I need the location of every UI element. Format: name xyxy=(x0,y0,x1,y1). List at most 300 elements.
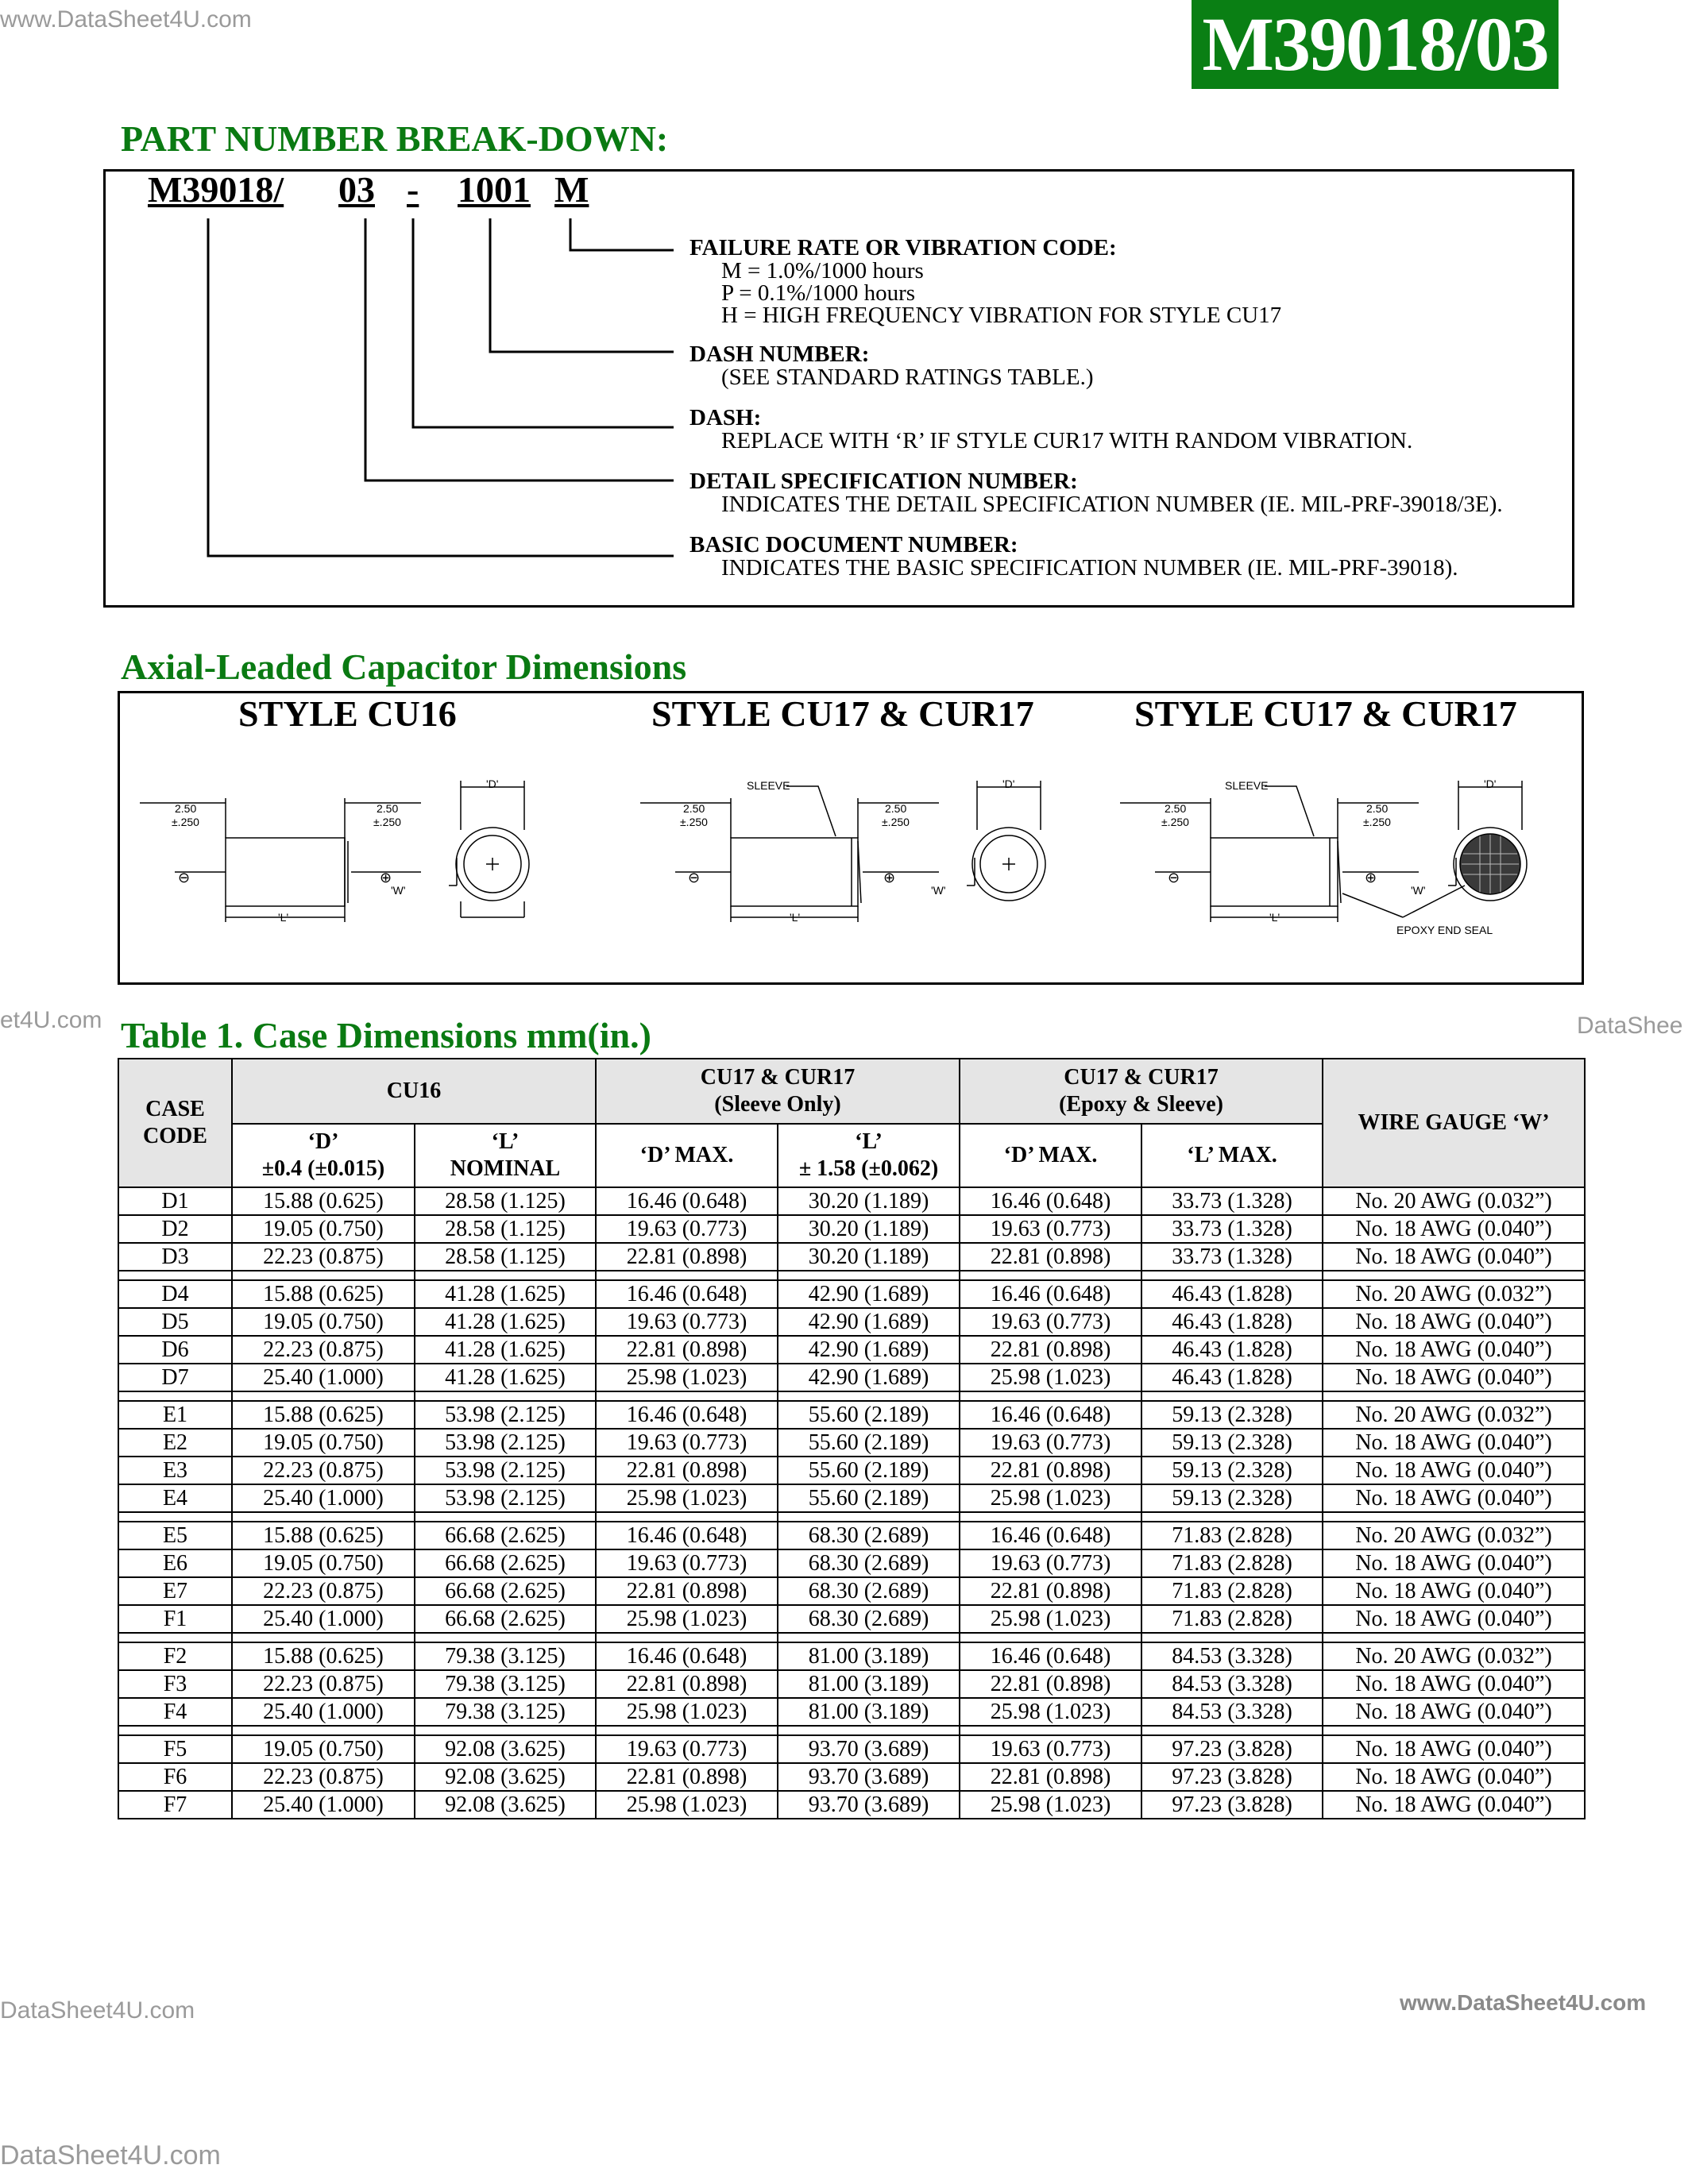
table-cell: 30.20 (1.189) xyxy=(778,1215,960,1243)
table-cell: 25.98 (1.023) xyxy=(596,1791,778,1819)
case-code-cell: F6 xyxy=(118,1763,232,1791)
table-cell: 22.23 (0.875) xyxy=(232,1243,415,1271)
header-text: ‘D’ MAX. xyxy=(639,1143,734,1167)
table-cell: 25.98 (1.023) xyxy=(960,1364,1141,1391)
table-cell: 59.13 (2.328) xyxy=(1141,1401,1323,1429)
case-code-cell: F7 xyxy=(118,1791,232,1819)
drawing-cu16 xyxy=(127,774,540,945)
item-heading: DASH NUMBER: xyxy=(689,341,870,367)
separator-cell xyxy=(118,1391,232,1401)
header-text: ±0.4 (±0.015) xyxy=(261,1156,385,1181)
table-cell: 22.23 (0.875) xyxy=(232,1670,415,1698)
table-cell: 25.40 (1.000) xyxy=(232,1484,415,1512)
code-detail: 03 xyxy=(338,169,375,210)
dim-d-label: 'D' xyxy=(486,778,499,790)
separator-cell xyxy=(960,1271,1141,1280)
drawing-cu17-epoxy-lines xyxy=(1109,774,1538,945)
table-cell: 19.05 (0.750) xyxy=(232,1215,415,1243)
sleeve-label: SLEEVE xyxy=(1225,779,1269,792)
table-cell: 53.98 (2.125) xyxy=(415,1457,596,1484)
watermark-bottom-right: www.DataSheet4U.com xyxy=(1400,1990,1647,2015)
header-text: CU17 & CUR17 xyxy=(1064,1065,1219,1090)
table-cell: 16.46 (0.648) xyxy=(596,1280,778,1308)
separator-cell xyxy=(232,1512,415,1522)
table-cell: 41.28 (1.625) xyxy=(415,1364,596,1391)
table-cell: 25.40 (1.000) xyxy=(232,1791,415,1819)
table-row xyxy=(118,1364,1585,1391)
table-cell: 92.08 (3.625) xyxy=(415,1763,596,1791)
table-cell: 42.90 (1.689) xyxy=(778,1308,960,1336)
header-text: ‘D’ MAX. xyxy=(1003,1143,1098,1167)
header-cu16-d xyxy=(232,1124,415,1187)
capacitor-body xyxy=(1211,838,1338,906)
plus-icon: ⊕ xyxy=(1365,870,1377,886)
code-failure-rate: M xyxy=(554,169,589,210)
item-line: H = HIGH FREQUENCY VIBRATION FOR STYLE CU17 xyxy=(721,303,1282,328)
table-cell: 22.81 (0.898) xyxy=(596,1336,778,1364)
code-dash-number: 1001 xyxy=(458,169,531,210)
table-row xyxy=(118,1549,1585,1577)
separator-cell xyxy=(1141,1271,1323,1280)
separator-cell xyxy=(1141,1512,1323,1522)
table-cell: 16.46 (0.648) xyxy=(596,1642,778,1670)
table-cell: 93.70 (3.689) xyxy=(778,1791,960,1819)
header-epoxy-l-max xyxy=(1141,1124,1323,1187)
table-cell: 25.98 (1.023) xyxy=(960,1791,1141,1819)
table-row xyxy=(118,1642,1585,1670)
table-cell: 30.20 (1.189) xyxy=(778,1243,960,1271)
separator-cell xyxy=(596,1271,778,1280)
case-code-cell: D5 xyxy=(118,1308,232,1336)
header-wire-gauge xyxy=(1323,1059,1585,1187)
code-dash: - xyxy=(407,169,419,210)
case-code-cell: E1 xyxy=(118,1401,232,1429)
table-cell: 16.46 (0.648) xyxy=(960,1280,1141,1308)
table-row xyxy=(118,1791,1585,1819)
drawing-cu17-sleeve xyxy=(628,774,1056,945)
plus-icon: ⊕ xyxy=(380,870,392,886)
table-cell: 97.23 (3.828) xyxy=(1141,1735,1323,1763)
separator-cell xyxy=(778,1512,960,1522)
table-cell: No. 20 AWG (0.032”) xyxy=(1323,1187,1585,1215)
table-cell: No. 18 AWG (0.040”) xyxy=(1323,1336,1585,1364)
lead-tol-left: ±.250 xyxy=(172,816,199,828)
lead-dim-right: 2.50 xyxy=(377,802,399,815)
table-cell: 22.81 (0.898) xyxy=(960,1763,1141,1791)
capacitor-body xyxy=(731,838,858,906)
table-cell: 81.00 (3.189) xyxy=(778,1670,960,1698)
case-code-cell: E6 xyxy=(118,1549,232,1577)
header-text: WIRE GAUGE ‘W’ xyxy=(1358,1110,1550,1135)
table-cell: 46.43 (1.828) xyxy=(1141,1280,1323,1308)
drawing-cu16-lines xyxy=(127,774,540,945)
table-cell: 79.38 (3.125) xyxy=(415,1670,596,1698)
table-cell: 41.28 (1.625) xyxy=(415,1308,596,1336)
dim-w-label: 'W' xyxy=(1411,884,1426,897)
table-cell: 59.13 (2.328) xyxy=(1141,1457,1323,1484)
table-cell: No. 18 AWG (0.040”) xyxy=(1323,1698,1585,1726)
table-cell: 66.68 (2.625) xyxy=(415,1577,596,1605)
table-cell: No. 18 AWG (0.040”) xyxy=(1323,1735,1585,1763)
leader-detail-spec xyxy=(365,218,674,480)
group-separator xyxy=(118,1512,1585,1522)
item-detail-spec xyxy=(689,470,1503,515)
header-text: CODE xyxy=(143,1124,207,1148)
case-code-cell: D3 xyxy=(118,1243,232,1271)
table-cell: 15.88 (0.625) xyxy=(232,1642,415,1670)
table-row xyxy=(118,1215,1585,1243)
group-separator xyxy=(118,1726,1585,1735)
separator-cell xyxy=(960,1726,1141,1735)
capacitor-body xyxy=(226,838,345,906)
separator-cell xyxy=(778,1391,960,1401)
separator-cell xyxy=(596,1633,778,1642)
table-cell: 68.30 (2.689) xyxy=(778,1522,960,1549)
table-cell: 33.73 (1.328) xyxy=(1141,1215,1323,1243)
table-row xyxy=(118,1735,1585,1763)
table-cell: 19.05 (0.750) xyxy=(232,1549,415,1577)
table-cell: No. 18 AWG (0.040”) xyxy=(1323,1605,1585,1633)
table-row xyxy=(118,1605,1585,1633)
table-cell: 71.83 (2.828) xyxy=(1141,1549,1323,1577)
item-heading: FAILURE RATE OR VIBRATION CODE: xyxy=(689,235,1117,260)
table-body xyxy=(118,1187,1585,1819)
item-line: P = 0.1%/1000 hours xyxy=(721,280,916,306)
dimensions-heading: Axial-Leaded Capacitor Dimensions xyxy=(121,646,687,687)
lead-tol-right: ±.250 xyxy=(882,816,910,828)
table-cell: 19.63 (0.773) xyxy=(960,1215,1141,1243)
style-cu16-title: STYLE CU16 xyxy=(238,693,457,734)
table-cell: 41.28 (1.625) xyxy=(415,1280,596,1308)
case-code-cell: E7 xyxy=(118,1577,232,1605)
drawing-cu17-epoxy xyxy=(1109,774,1538,945)
table-cell: 19.05 (0.750) xyxy=(232,1429,415,1457)
table-cell: 71.83 (2.828) xyxy=(1141,1577,1323,1605)
table-cell: 55.60 (2.189) xyxy=(778,1484,960,1512)
table-cell: No. 20 AWG (0.032”) xyxy=(1323,1401,1585,1429)
table-row xyxy=(118,1280,1585,1308)
table-cell: 84.53 (3.328) xyxy=(1141,1642,1323,1670)
table-cell: 19.05 (0.750) xyxy=(232,1735,415,1763)
case-dimensions-table xyxy=(118,1058,1586,1819)
separator-cell xyxy=(415,1271,596,1280)
table-cell: 19.63 (0.773) xyxy=(596,1429,778,1457)
table-cell: 22.81 (0.898) xyxy=(596,1577,778,1605)
separator-cell xyxy=(415,1633,596,1642)
case-code-cell: F4 xyxy=(118,1698,232,1726)
table-cell: No. 18 AWG (0.040”) xyxy=(1323,1577,1585,1605)
table-cell: 19.63 (0.773) xyxy=(596,1549,778,1577)
table-cell: 68.30 (2.689) xyxy=(778,1605,960,1633)
lead-tol-right: ±.250 xyxy=(1363,816,1391,828)
separator-cell xyxy=(118,1271,232,1280)
table-row xyxy=(118,1457,1585,1484)
header-text: CU16 xyxy=(386,1078,442,1103)
lead-tol-left: ±.250 xyxy=(680,816,708,828)
table-cell: No. 20 AWG (0.032”) xyxy=(1323,1522,1585,1549)
separator-cell xyxy=(232,1726,415,1735)
dim-l-label: 'L' xyxy=(790,911,801,924)
table-row xyxy=(118,1763,1585,1791)
table-cell: 19.63 (0.773) xyxy=(960,1735,1141,1763)
separator-cell xyxy=(778,1633,960,1642)
item-line: REPLACE WITH ‘R’ IF STYLE CUR17 WITH RANDOM VIBRATION. xyxy=(721,428,1413,453)
table-cell: No. 18 AWG (0.040”) xyxy=(1323,1364,1585,1391)
table-cell: 22.81 (0.898) xyxy=(960,1243,1141,1271)
table-cell: 22.81 (0.898) xyxy=(596,1670,778,1698)
item-failure-rate xyxy=(689,237,1281,326)
item-heading: BASIC DOCUMENT NUMBER: xyxy=(689,532,1018,558)
table-cell: 25.98 (1.023) xyxy=(960,1605,1141,1633)
case-code-cell: E4 xyxy=(118,1484,232,1512)
separator-cell xyxy=(1323,1633,1585,1642)
lead-dim-left: 2.50 xyxy=(683,802,705,815)
table-cell: 66.68 (2.625) xyxy=(415,1605,596,1633)
separator-cell xyxy=(118,1726,232,1735)
table-cell: 22.23 (0.875) xyxy=(232,1457,415,1484)
dim-l-label: 'L' xyxy=(1269,911,1280,924)
table-cell: No. 18 AWG (0.040”) xyxy=(1323,1243,1585,1271)
table-cell: 16.46 (0.648) xyxy=(960,1187,1141,1215)
case-code-cell: E2 xyxy=(118,1429,232,1457)
table-cell: 16.46 (0.648) xyxy=(960,1401,1141,1429)
table-cell: 92.08 (3.625) xyxy=(415,1735,596,1763)
lead-tol-right: ±.250 xyxy=(373,816,401,828)
table-row xyxy=(118,1308,1585,1336)
leader-basic-doc xyxy=(208,218,674,556)
table-cell: 22.23 (0.875) xyxy=(232,1577,415,1605)
table-cell: No. 18 AWG (0.040”) xyxy=(1323,1763,1585,1791)
header-text: CU17 & CUR17 xyxy=(700,1065,856,1090)
header-epoxy-sleeve xyxy=(960,1059,1323,1124)
header-text: CASE xyxy=(145,1097,205,1121)
lead-dim-right: 2.50 xyxy=(885,802,907,815)
table-cell: 16.46 (0.648) xyxy=(596,1401,778,1429)
table-cell: 28.58 (1.125) xyxy=(415,1243,596,1271)
table-row xyxy=(118,1243,1585,1271)
table-cell: 16.46 (0.648) xyxy=(596,1187,778,1215)
lead-dim-left: 2.50 xyxy=(175,802,197,815)
table-cell: 41.28 (1.625) xyxy=(415,1336,596,1364)
table-cell: 66.68 (2.625) xyxy=(415,1522,596,1549)
table-cell: 79.38 (3.125) xyxy=(415,1642,596,1670)
table-cell: 46.43 (1.828) xyxy=(1141,1308,1323,1336)
item-line: INDICATES THE DETAIL SPECIFICATION NUMBER (IE. MIL-PRF-39018/3E). xyxy=(721,492,1503,517)
separator-cell xyxy=(1141,1391,1323,1401)
separator-cell xyxy=(118,1633,232,1642)
lead-tol-left: ±.250 xyxy=(1161,816,1189,828)
table-cell: 68.30 (2.689) xyxy=(778,1577,960,1605)
table-cell: 25.98 (1.023) xyxy=(596,1605,778,1633)
sleeve-label: SLEEVE xyxy=(747,779,790,792)
table-cell: 93.70 (3.689) xyxy=(778,1735,960,1763)
watermark-bottom-left: DataSheet4U.com xyxy=(0,1997,195,2024)
separator-cell xyxy=(596,1512,778,1522)
table-cell: 33.73 (1.328) xyxy=(1141,1187,1323,1215)
table-cell: 53.98 (2.125) xyxy=(415,1484,596,1512)
table-cell: 53.98 (2.125) xyxy=(415,1401,596,1429)
header-cu16-l xyxy=(415,1124,596,1187)
table-row xyxy=(118,1429,1585,1457)
case-code-cell: D4 xyxy=(118,1280,232,1308)
watermark-top-left: www.DataSheet4U.com xyxy=(0,6,252,33)
separator-cell xyxy=(1141,1633,1323,1642)
table-row xyxy=(118,1522,1585,1549)
case-code-cell: D1 xyxy=(118,1187,232,1215)
table-cell: 16.46 (0.648) xyxy=(960,1642,1141,1670)
table-cell: 71.83 (2.828) xyxy=(1141,1605,1323,1633)
dim-d-label: 'D' xyxy=(1002,778,1015,790)
table-cell: 97.23 (3.828) xyxy=(1141,1763,1323,1791)
item-dash-number xyxy=(689,343,1094,388)
dim-w-label: 'W' xyxy=(391,884,406,897)
item-line: M = 1.0%/1000 hours xyxy=(721,258,924,284)
header-case-code xyxy=(118,1059,232,1187)
epoxy-end-seal-label: EPOXY END SEAL xyxy=(1396,924,1493,936)
table-cell: 19.63 (0.773) xyxy=(596,1735,778,1763)
table-cell: 15.88 (0.625) xyxy=(232,1187,415,1215)
table-cell: 42.90 (1.689) xyxy=(778,1280,960,1308)
table-cell: 81.00 (3.189) xyxy=(778,1698,960,1726)
separator-cell xyxy=(415,1726,596,1735)
table-cell: No. 18 AWG (0.040”) xyxy=(1323,1791,1585,1819)
table-cell: 42.90 (1.689) xyxy=(778,1364,960,1391)
group-separator xyxy=(118,1271,1585,1280)
table-cell: 19.63 (0.773) xyxy=(960,1549,1141,1577)
separator-cell xyxy=(596,1391,778,1401)
table-cell: 22.81 (0.898) xyxy=(596,1457,778,1484)
item-line: (SEE STANDARD RATINGS TABLE.) xyxy=(721,365,1094,390)
case-code-cell: D6 xyxy=(118,1336,232,1364)
case-code-cell: F5 xyxy=(118,1735,232,1763)
table-cell: 92.08 (3.625) xyxy=(415,1791,596,1819)
table-cell: 33.73 (1.328) xyxy=(1141,1243,1323,1271)
minus-icon: ⊖ xyxy=(688,870,701,886)
item-heading: DASH: xyxy=(689,405,762,430)
table-cell: 19.63 (0.773) xyxy=(596,1308,778,1336)
table-row xyxy=(118,1577,1585,1605)
table-cell: 79.38 (3.125) xyxy=(415,1698,596,1726)
case-code-cell: E3 xyxy=(118,1457,232,1484)
table-cell: 19.63 (0.773) xyxy=(960,1429,1141,1457)
table-cell: 42.90 (1.689) xyxy=(778,1336,960,1364)
drawing-cu17-sleeve-lines xyxy=(628,774,1056,945)
table-cell: 55.60 (2.189) xyxy=(778,1457,960,1484)
separator-cell xyxy=(232,1391,415,1401)
table-cell: No. 18 AWG (0.040”) xyxy=(1323,1308,1585,1336)
case-code-cell: D7 xyxy=(118,1364,232,1391)
table-cell: 66.68 (2.625) xyxy=(415,1549,596,1577)
separator-cell xyxy=(960,1391,1141,1401)
table-cell: No. 20 AWG (0.032”) xyxy=(1323,1280,1585,1308)
header-epoxy-d-max xyxy=(960,1124,1141,1187)
case-code-cell: F1 xyxy=(118,1605,232,1633)
style-cu17-epoxy-title: STYLE CU17 & CUR17 xyxy=(1134,693,1517,734)
table-cell: 15.88 (0.625) xyxy=(232,1401,415,1429)
group-separator xyxy=(118,1633,1585,1642)
table-row xyxy=(118,1698,1585,1726)
table-cell: No. 20 AWG (0.032”) xyxy=(1323,1642,1585,1670)
dim-w-label: 'W' xyxy=(931,884,946,897)
separator-cell xyxy=(415,1512,596,1522)
table-row xyxy=(118,1484,1585,1512)
header-text: (Epoxy & Sleeve) xyxy=(1059,1092,1223,1117)
header-sleeve-only xyxy=(596,1059,960,1124)
item-line: INDICATES THE BASIC SPECIFICATION NUMBER (IE. MIL-PRF-39018). xyxy=(721,555,1458,581)
table-cell: 16.46 (0.648) xyxy=(960,1522,1141,1549)
table-cell: 22.23 (0.875) xyxy=(232,1336,415,1364)
header-text: ± 1.58 (±0.062) xyxy=(798,1156,939,1181)
table-cell: 84.53 (3.328) xyxy=(1141,1698,1323,1726)
page-title: M39018/03 xyxy=(1192,0,1559,89)
separator-cell xyxy=(232,1633,415,1642)
table-cell: 15.88 (0.625) xyxy=(232,1280,415,1308)
table-cell: 93.70 (3.689) xyxy=(778,1763,960,1791)
watermark-mid-right: DataShee xyxy=(1577,1013,1683,1039)
header-text: ‘L’ MAX. xyxy=(1187,1143,1277,1167)
table-cell: 25.40 (1.000) xyxy=(232,1364,415,1391)
leader-failure-rate xyxy=(570,218,674,250)
part-number-heading: PART NUMBER BREAK-DOWN: xyxy=(121,118,669,159)
table-cell: 25.40 (1.000) xyxy=(232,1698,415,1726)
separator-cell xyxy=(1323,1391,1585,1401)
table-cell: 71.83 (2.828) xyxy=(1141,1522,1323,1549)
header-text: ‘L’ xyxy=(855,1129,883,1154)
table-row xyxy=(118,1336,1585,1364)
separator-cell xyxy=(960,1633,1141,1642)
table-cell: 84.53 (3.328) xyxy=(1141,1670,1323,1698)
group-separator xyxy=(118,1391,1585,1401)
watermark-mid-left: et4U.com xyxy=(0,1007,102,1033)
separator-cell xyxy=(1323,1726,1585,1735)
table-cell: 15.88 (0.625) xyxy=(232,1522,415,1549)
separator-cell xyxy=(596,1726,778,1735)
table-cell: No. 18 AWG (0.040”) xyxy=(1323,1549,1585,1577)
minus-icon: ⊖ xyxy=(178,870,191,886)
table-row xyxy=(118,1670,1585,1698)
table-cell: 46.43 (1.828) xyxy=(1141,1336,1323,1364)
table-cell: 25.40 (1.000) xyxy=(232,1605,415,1633)
table-cell: 22.81 (0.898) xyxy=(960,1670,1141,1698)
table-cell: 28.58 (1.125) xyxy=(415,1187,596,1215)
case-code-cell: D2 xyxy=(118,1215,232,1243)
header-text: NOMINAL xyxy=(450,1156,561,1181)
leader-dash-number xyxy=(490,218,674,352)
table-cell: 25.98 (1.023) xyxy=(596,1364,778,1391)
table-cell: 22.81 (0.898) xyxy=(960,1336,1141,1364)
separator-cell xyxy=(1323,1512,1585,1522)
item-basic-doc xyxy=(689,534,1458,579)
item-heading: DETAIL SPECIFICATION NUMBER: xyxy=(689,469,1078,494)
table-cell: 81.00 (3.189) xyxy=(778,1642,960,1670)
style-cu17-sleeve-title: STYLE CU17 & CUR17 xyxy=(651,693,1034,734)
case-code-cell: F2 xyxy=(118,1642,232,1670)
table-cell: 16.46 (0.648) xyxy=(596,1522,778,1549)
separator-cell xyxy=(960,1512,1141,1522)
table-cell: 55.60 (2.189) xyxy=(778,1401,960,1429)
table-cell: 22.81 (0.898) xyxy=(960,1457,1141,1484)
plus-icon: ⊕ xyxy=(883,870,896,886)
lead-dim-left: 2.50 xyxy=(1165,802,1187,815)
table-row xyxy=(118,1187,1585,1215)
separator-cell xyxy=(415,1391,596,1401)
table-cell: No. 18 AWG (0.040”) xyxy=(1323,1457,1585,1484)
header-text: ‘D’ xyxy=(307,1129,339,1154)
table-cell: 59.13 (2.328) xyxy=(1141,1484,1323,1512)
table-cell: No. 18 AWG (0.040”) xyxy=(1323,1429,1585,1457)
table-cell: 30.20 (1.189) xyxy=(778,1187,960,1215)
table-heading: Table 1. Case Dimensions mm(in.) xyxy=(121,1015,651,1055)
